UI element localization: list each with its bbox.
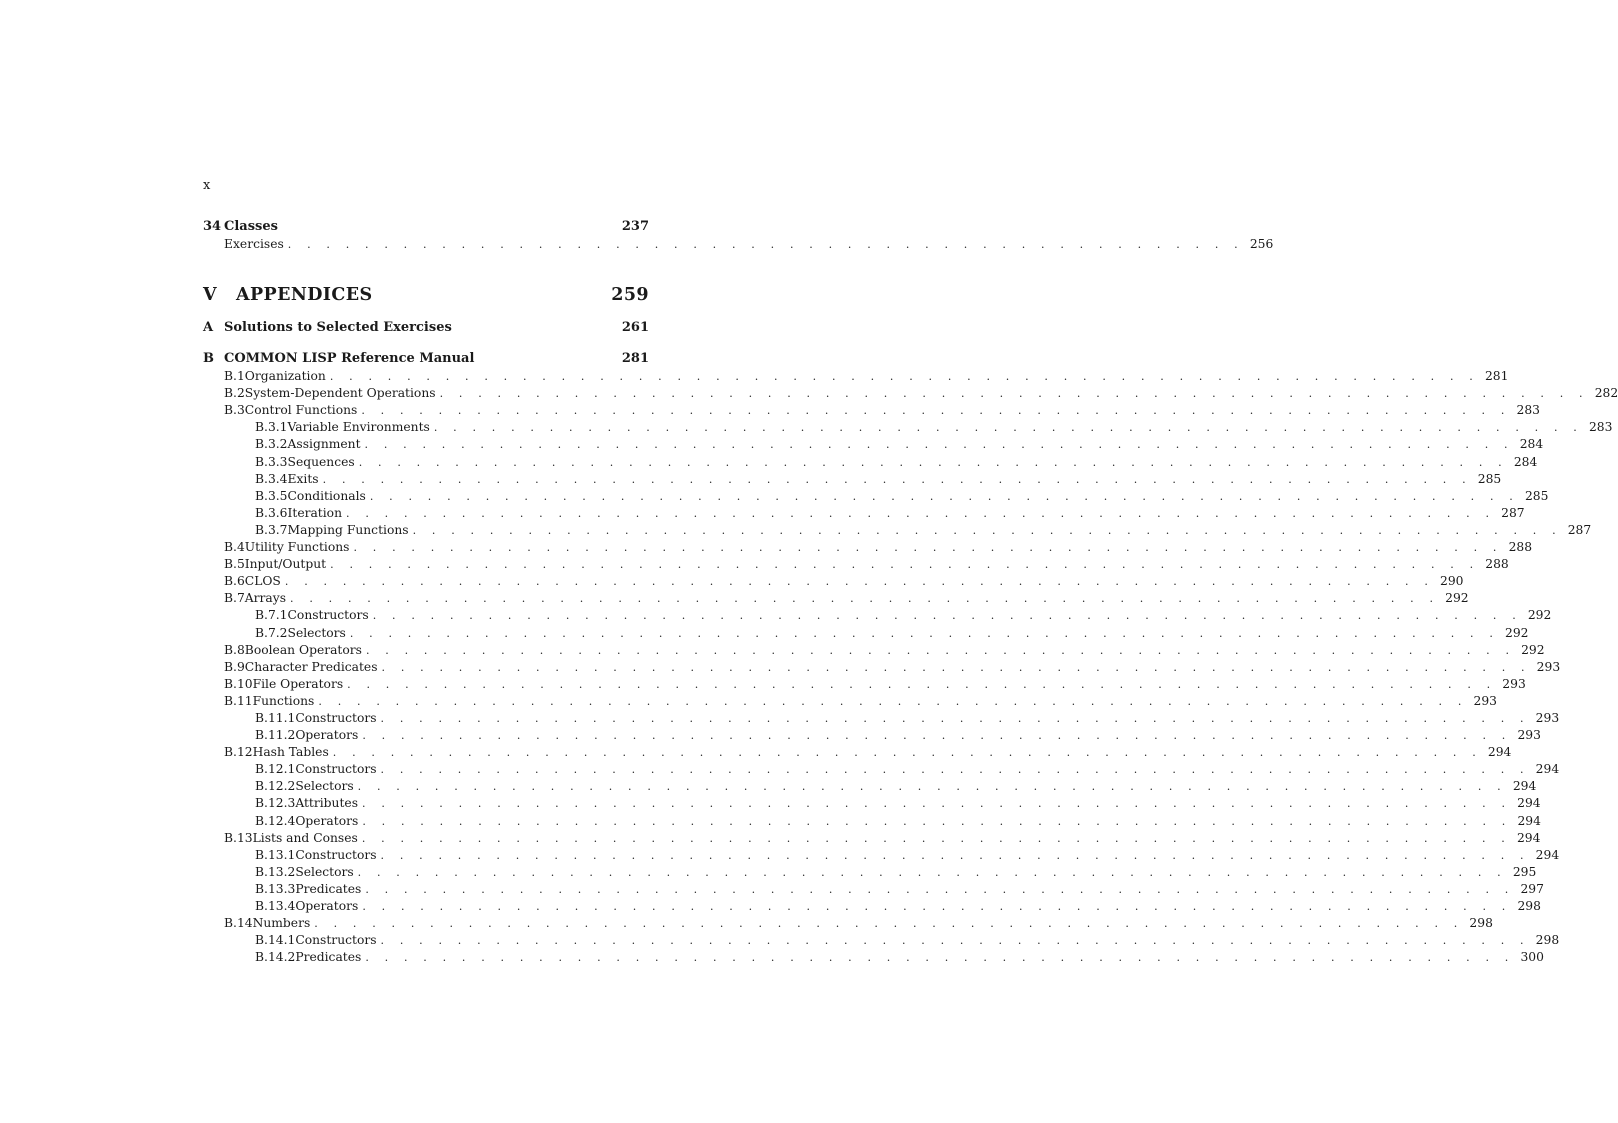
toc-entry[interactable] [203, 813, 1541, 830]
toc-entry[interactable] [203, 778, 1537, 795]
entry-number: B.6 [224, 574, 245, 589]
entry-number: B.3.3 [255, 454, 288, 469]
toc-entry[interactable] [203, 488, 1549, 505]
toc-entry[interactable] [203, 642, 1545, 659]
entry-number: B.3.4 [255, 471, 288, 486]
toc-appendix-b[interactable] [203, 350, 649, 368]
dot-leader: . . . . . . . . . . . . . . . . . . . . . . . . . . . . . . . . . . . . . . . . . . . . . . . . . . . . . . . . . . . . [362, 900, 1512, 913]
entry-number: B.11.2 [255, 728, 296, 743]
entry-page: 297 [1520, 881, 1544, 896]
dot-leader: . . . . . . . . . . . . . . . . . . . . . . . . . . . . . . . . . . . . . . . . . . . . . . . . . . . . . . . . . . . . [412, 523, 1562, 537]
toc-entry[interactable] [203, 625, 1529, 642]
entry-title: Selectors [295, 779, 354, 794]
dot-leader: . . . . . . . . . . . . . . . . . . . . . . . . . . . . . . . . . . . . . . . . . . . . . . . . . . . . . . . . . . . . [346, 506, 1496, 520]
entry-title: Operators [295, 728, 359, 743]
appendix-page: 281 [621, 351, 649, 367]
entry-title: Selectors [287, 625, 346, 640]
entry-page: 288 [1485, 557, 1509, 572]
entry-number: B.11.1 [255, 710, 296, 725]
dot-leader: . . . . . . . . . . . . . . . . . . . . . . . . . . . . . . . . . . . . . . . . . . . . . . . . . . . . . . . . . . . . [380, 934, 1530, 948]
toc-entry[interactable] [203, 590, 1469, 607]
chapter-number: 34 [203, 219, 222, 234]
entry-number: B.1 [224, 369, 245, 384]
dot-leader: . . . . . . . . . . . . . . . . . . . . . . . . . . . . . . . . . . . . . . . . . . . . . . . . . . . . . . . . . . . . [353, 541, 1503, 555]
entry-page: 293 [1502, 676, 1526, 691]
entry-number: B.8 [224, 642, 245, 657]
dot-leader: . . . . . . . . . . . . . . . . . . . . . . . . . . . . . . . . . . . . . . . . . . . . . . . . . . . . . . . . . . . . [362, 814, 1512, 828]
toc-entry[interactable] [203, 573, 1464, 590]
dot-leader: . . . . . . . . . . . . . . . . . . . . . . . . . . . . . . . . . . . . . . . . . . . . . . . . . . . . . . . . . . . . [329, 370, 1479, 384]
toc-entry[interactable] [203, 454, 1538, 471]
entry-title: Variable Environments [287, 420, 430, 435]
entry-page: 282 [1594, 386, 1618, 401]
toc-chapter-34[interactable] [203, 218, 649, 236]
entry-number: B.12.4 [255, 813, 296, 828]
dot-leader: . . . . . . . . . . . . . . . . . . . . . . . . . . . . . . . . . . . . . . . . . . . . . . . . . . . . . . . . . . . . [332, 746, 1482, 760]
entry-page: 300 [1520, 950, 1544, 965]
entry-number: B.3.5 [255, 488, 288, 503]
dot-leader: . . . . . . . . . . . . . . . . . . . . . . . . . . . . . . . . . . . . . . . . . . . . . . . . . . . . . . . . . . . . [439, 387, 1589, 401]
entry-title: Character Predicates [244, 659, 378, 674]
entry-title: Exercises [224, 237, 284, 251]
entry-title: Operators [295, 813, 359, 828]
entry-title: Assignment [287, 437, 361, 452]
appendix-letter: B [203, 351, 214, 367]
entry-title: Operators [295, 899, 359, 913]
entry-title: Constructors [295, 762, 377, 777]
part-number: V [203, 285, 217, 306]
entry-number: B.5 [224, 557, 245, 572]
entry-title: Constructors [295, 933, 377, 948]
entry-page: 292 [1521, 642, 1545, 657]
entry-number: B.13.1 [255, 847, 296, 862]
entry-number: B.7 [224, 591, 245, 606]
chapter-page: 237 [621, 219, 649, 234]
entry-title: Organization [244, 369, 326, 384]
entry-title: Utility Functions [244, 540, 350, 555]
entry-title: Sequences [287, 454, 355, 469]
toc-entry[interactable] [203, 915, 1493, 932]
dot-leader: . . . . . . . . . . . . . . . . . . . . . . . . . . . . . . . . . . . . . . . . . . . . . . . . . . . . . . . . . . . . [318, 694, 1468, 708]
entry-number: B.3 [224, 403, 245, 418]
dot-leader: . . . . . . . . . . . . . . . . . . . . . . . . . . . . . . . . . . . . . . . . . . . . . . . . . . . . . . . . . . . . [349, 626, 1499, 640]
appendix-page: 261 [621, 320, 649, 336]
toc-entry[interactable] [203, 864, 1537, 881]
entry-title: Predicates [295, 950, 362, 965]
toc-entry[interactable] [203, 607, 1552, 624]
toc-entry[interactable] [203, 539, 1533, 556]
toc-entry[interactable] [203, 847, 1560, 864]
entry-title: File Operators [252, 676, 344, 691]
entry-page: 290 [1440, 574, 1464, 589]
entry-page: 294 [1517, 813, 1541, 828]
entry-page: 294 [1535, 762, 1560, 777]
entry-number: B.14 [224, 916, 253, 931]
toc-entry[interactable] [203, 385, 1618, 402]
toc-entry[interactable] [203, 436, 1544, 453]
dot-leader: . . . . . . . . . . . . . . . . . . . . . . . . . . . . . . . . . . . . . . . . . . . . . . . . . . . . . . . . . . . . [357, 865, 1507, 879]
entry-number: B.3.2 [255, 437, 288, 452]
page-number: x [203, 178, 211, 193]
entry-number: B.7.1 [255, 608, 288, 623]
toc-entry[interactable] [203, 368, 1509, 385]
dot-leader: . . . . . . . . . . . . . . . . . . . . . . . . . . . . . . . . . . . . . . . . . . . . . . . . . . [287, 238, 1244, 251]
entry-page: 294 [1512, 779, 1537, 794]
entry-title: System-Dependent Operations [244, 386, 436, 401]
dot-leader: . . . . . . . . . . . . . . . . . . . . . . . . . . . . . . . . . . . . . . . . . . . . . . . . . . . . . . . . . . . . [361, 404, 1511, 418]
entry-title: Numbers [252, 916, 311, 931]
entry-page: 298 [1469, 916, 1493, 931]
entry-page: 292 [1505, 625, 1529, 640]
entry-page: 294 [1516, 830, 1541, 845]
entry-title: Boolean Operators [244, 642, 362, 657]
toc-entry[interactable] [203, 898, 1541, 915]
part-title: APPENDICES [236, 285, 373, 306]
appendix-title: COMMON LISP Reference Manual [224, 351, 475, 367]
toc-entry-exercises[interactable] [203, 236, 1274, 253]
dot-leader: . . . . . . . . . . . . . . . . . . . . . . . . . . . . . . . . . . . . . . . . . . . . . . . . . . . . . . . . . . . . [372, 609, 1522, 623]
toc-entry[interactable] [203, 830, 1541, 847]
entry-title: Arrays [244, 591, 287, 606]
toc-entry[interactable] [203, 932, 1560, 949]
dot-leader: . . . . . . . . . . . . . . . . . . . . . . . . . . . . . . . . . . . . . . . . . . . . . . . . . . . . . . . . . . . . [347, 677, 1497, 691]
dot-leader: . . . . . . . . . . . . . . . . . . . . . . . . . . . . . . . . . . . . . . . . . . . . . . . . . . . . . . . . . . . . [314, 917, 1464, 931]
dot-leader: . . . . . . . . . . . . . . . . . . . . . . . . . . . . . . . . . . . . . . . . . . . . . . . . . . . . . . . . . . . . [433, 421, 1583, 435]
entry-number: B.10 [224, 676, 253, 691]
appendix-letter: A [203, 320, 214, 336]
entry-title: Constructors [287, 608, 369, 623]
entry-page: 283 [1588, 420, 1613, 435]
dot-leader: . . . . . . . . . . . . . . . . . . . . . . . . . . . . . . . . . . . . . . . . . . . . . . . . . . . . . . . . . . . . [365, 882, 1515, 896]
toc-entry[interactable] [203, 881, 1544, 898]
toc-entry[interactable] [203, 795, 1541, 812]
dot-leader: . . . . . . . . . . . . . . . . . . . . . . . . . . . . . . . . . . . . . . . . . . . . . . . . . . . . . . . . . . . . [380, 711, 1530, 725]
dot-leader: . . . . . . . . . . . . . . . . . . . . . . . . . . . . . . . . . . . . . . . . . . . . . . . . . . . . . . . . . . . . [361, 831, 1511, 845]
entry-number: B.7.2 [255, 625, 288, 640]
entry-page: 285 [1524, 488, 1549, 503]
dot-leader: . . . . . . . . . . . . . . . . . . . . . . . . . . . . . . . . . . . . . . . . . . . . . . . . . . . . . . . . . . . . [381, 660, 1531, 674]
entry-number: B.13.4 [255, 899, 296, 913]
toc-entry[interactable] [203, 710, 1560, 727]
entry-page: 298 [1535, 933, 1560, 948]
toc-entry[interactable] [203, 676, 1526, 693]
entry-title: Functions [252, 693, 315, 708]
entry-page: 293 [1536, 659, 1561, 674]
dot-leader: . . . . . . . . . . . . . . . . . . . . . . . . . . . . . . . . . . . . . . . . . . . . . . . . . . . . . . . . . . . . [364, 438, 1514, 452]
entry-page: 293 [1535, 710, 1560, 725]
entry-number: B.13.2 [255, 864, 296, 879]
toc-entry[interactable] [203, 505, 1525, 522]
toc-entry[interactable] [203, 693, 1497, 710]
entry-page: 292 [1445, 591, 1469, 606]
appendix-title: Solutions to Selected Exercises [224, 320, 452, 336]
entry-title: Input/Output [244, 557, 327, 572]
entry-number: B.14.2 [255, 950, 296, 965]
dot-leader: . . . . . . . . . . . . . . . . . . . . . . . . . . . . . . . . . . . . . . . . . . . . . . . . . . . . . . . . . . . . [322, 472, 1472, 486]
entry-title: Hash Tables [252, 745, 329, 760]
entry-page: 256 [1249, 237, 1274, 251]
entry-title: CLOS [244, 574, 281, 589]
entry-number: B.12.1 [255, 762, 296, 777]
entry-number: B.12.2 [255, 779, 296, 794]
entry-number: B.13.3 [255, 881, 296, 896]
entry-number: B.3.6 [255, 505, 288, 520]
dot-leader: . . . . . . . . . . . . . . . . . . . . . . . . . . . . . . . . . . . . . . . . . . . . . . . . . . . . . . . . . . . . [357, 780, 1507, 794]
entry-number: B.3.7 [255, 522, 288, 537]
toc-entry[interactable] [203, 522, 1592, 539]
entry-title: Mapping Functions [287, 522, 409, 537]
dot-leader: . . . . . . . . . . . . . . . . . . . . . . . . . . . . . . . . . . . . . . . . . . . . . . . . . . . . . . . . . . . . [290, 592, 1440, 606]
entry-page: 294 [1535, 847, 1560, 862]
table-of-contents [203, 218, 1618, 966]
appendix-b-entries [203, 368, 1618, 966]
dot-leader: . . . . . . . . . . . . . . . . . . . . . . . . . . . . . . . . . . . . . . . . . . . . . . . . . . . . . . . . . . . . [365, 951, 1515, 965]
dot-leader: . . . . . . . . . . . . . . . . . . . . . . . . . . . . . . . . . . . . . . . . . . . . . . . . . . . . . . . . . . . . [369, 489, 1519, 503]
entry-title: Constructors [295, 847, 377, 862]
entry-page: 287 [1567, 522, 1592, 537]
entry-page: 292 [1527, 608, 1552, 623]
part-page: 259 [611, 285, 649, 306]
toc-appendix-a[interactable] [203, 319, 649, 337]
dot-leader: . . . . . . . . . . . . . . . . . . . . . . . . . . . . . . . . . . . . . . . . . . . . . . . . . . . . . . . . . . . . [330, 558, 1480, 572]
entry-number: B.2 [224, 386, 245, 401]
toc-entry[interactable] [203, 471, 1502, 488]
dot-leader: . . . . . . . . . . . . . . . . . . . . . . . . . . . . . . . . . . . . . . . . . . . . . . . . . . . . . . . . . . . . [362, 729, 1512, 743]
entry-title: Predicates [295, 881, 362, 896]
entry-number: B.3.1 [255, 420, 288, 435]
entry-page: 284 [1513, 454, 1538, 469]
dot-leader: . . . . . . . . . . . . . . . . . . . . . . . . . . . . . . . . . . . . . . . . . . . . . . . . . . . . . . . . . . . . [380, 763, 1530, 777]
toc-entry[interactable] [203, 744, 1512, 761]
chapter-title: Classes [224, 219, 278, 234]
toc-entry[interactable] [203, 727, 1541, 744]
toc-entry[interactable] [203, 949, 1544, 966]
dot-leader: . . . . . . . . . . . . . . . . . . . . . . . . . . . . . . . . . . . . . . . . . . . . . . . . . . . . . . . . . . . . [284, 575, 1435, 589]
entry-title: Constructors [295, 710, 377, 725]
entry-page: 298 [1517, 899, 1541, 913]
dot-leader: . . . . . . . . . . . . . . . . . . . . . . . . . . . . . . . . . . . . . . . . . . . . . . . . . . . . . . . . . . . . [362, 797, 1512, 811]
entry-page: 284 [1519, 437, 1544, 452]
entry-page: 288 [1508, 540, 1533, 555]
toc-entry[interactable] [203, 659, 1561, 676]
dot-leader: . . . . . . . . . . . . . . . . . . . . . . . . . . . . . . . . . . . . . . . . . . . . . . . . . . . . . . . . . . . . [365, 643, 1516, 657]
entry-page: 293 [1517, 728, 1541, 743]
toc-entry[interactable] [203, 761, 1560, 778]
entry-page: 287 [1501, 505, 1525, 520]
entry-number: B.12 [224, 745, 253, 760]
entry-title: Conditionals [287, 488, 366, 503]
entry-number: B.9 [224, 659, 245, 674]
entry-page: 294 [1487, 745, 1512, 760]
toc-entry[interactable] [203, 419, 1613, 436]
dot-leader: . . . . . . . . . . . . . . . . . . . . . . . . . . . . . . . . . . . . . . . . . . . . . . . . . . . . . . . . . . . . [358, 455, 1508, 469]
entry-title: Control Functions [244, 403, 358, 418]
entry-number: B.4 [224, 540, 245, 555]
entry-title: Lists and Conses [252, 830, 358, 845]
entry-title: Attributes [295, 796, 359, 811]
entry-page: 294 [1517, 796, 1541, 811]
entry-number: B.12.3 [255, 796, 296, 811]
entry-title: Selectors [295, 864, 354, 879]
toc-part-v[interactable] [203, 283, 649, 307]
entry-page: 295 [1512, 864, 1537, 879]
entry-page: 281 [1484, 369, 1509, 384]
entry-page: 285 [1477, 471, 1502, 486]
entry-title: Exits [287, 471, 319, 486]
entry-number: B.11 [224, 693, 253, 708]
toc-entry[interactable] [203, 556, 1509, 573]
entry-number: B.13 [224, 830, 253, 845]
toc-entry[interactable] [203, 402, 1540, 419]
entry-number: B.14.1 [255, 933, 296, 948]
dot-leader: . . . . . . . . . . . . . . . . . . . . . . . . . . . . . . . . . . . . . . . . . . . . . . . . . . . . . . . . . . . . [380, 848, 1530, 862]
entry-page: 293 [1473, 693, 1497, 708]
entry-page: 283 [1516, 403, 1540, 418]
entry-title: Iteration [287, 505, 342, 520]
